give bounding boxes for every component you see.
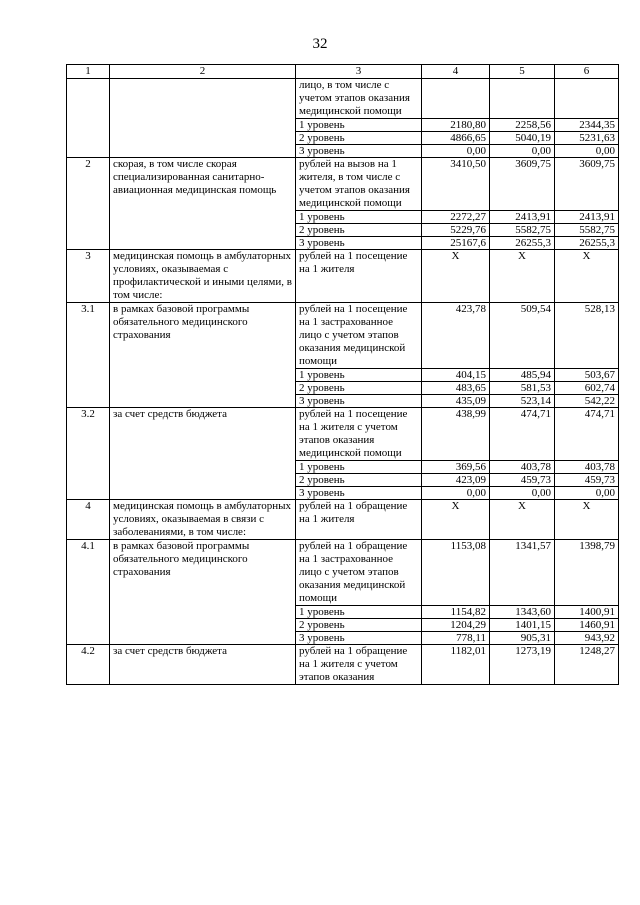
- table-row: [67, 645, 619, 685]
- value-col-4: X: [422, 500, 490, 540]
- value-col-4: 369,56: [422, 461, 490, 474]
- value-col-4: 5229,76: [422, 224, 490, 237]
- value-col-5: 509,54: [490, 303, 555, 369]
- row-number: 3: [67, 250, 110, 303]
- row-number: 4.2: [67, 645, 110, 685]
- row-unit: рублей на 1 посещение на 1 жителя с учетом этапов оказания медицинской помощи: [296, 408, 422, 461]
- row-unit: рублей на 1 посещение на 1 жителя: [296, 250, 422, 303]
- row-name: в рамках базовой программы обязательного медицинского страхования: [110, 540, 296, 645]
- value-col-5: 5582,75: [490, 224, 555, 237]
- row-name: за счет средств бюджета: [110, 408, 296, 500]
- value-col-5: 1343,60: [490, 606, 555, 619]
- value-col-6: 5582,75: [555, 224, 619, 237]
- value-col-4: X: [422, 250, 490, 303]
- value-col-6: 403,78: [555, 461, 619, 474]
- row-name: [110, 79, 296, 158]
- row-unit: 2 уровень: [296, 132, 422, 145]
- value-col-6: X: [555, 500, 619, 540]
- value-col-6: 542,22: [555, 395, 619, 408]
- value-col-5: 459,73: [490, 474, 555, 487]
- value-col-5: 5040,19: [490, 132, 555, 145]
- value-col-6: 602,74: [555, 382, 619, 395]
- value-col-6: 943,92: [555, 632, 619, 645]
- value-col-4: 0,00: [422, 145, 490, 158]
- value-col-6: 474,71: [555, 408, 619, 461]
- row-number: 4: [67, 500, 110, 540]
- table-row: [67, 158, 619, 211]
- table-row: [67, 250, 619, 303]
- value-col-6: 2344,35: [555, 119, 619, 132]
- row-unit: 3 уровень: [296, 145, 422, 158]
- value-col-5: 26255,3: [490, 237, 555, 250]
- row-unit: 2 уровень: [296, 382, 422, 395]
- table-row: [67, 79, 619, 119]
- value-col-5: 1401,15: [490, 619, 555, 632]
- row-unit: 2 уровень: [296, 619, 422, 632]
- value-col-4: 404,15: [422, 369, 490, 382]
- value-col-6: 1460,91: [555, 619, 619, 632]
- row-unit: рублей на вызов на 1 жителя, в том числе с учетом этапов оказания медицинской помощи: [296, 158, 422, 211]
- row-number: 4.1: [67, 540, 110, 645]
- table-row: [67, 408, 619, 461]
- table-row: [67, 540, 619, 606]
- header-cell-1: 1: [67, 65, 110, 79]
- row-unit: 1 уровень: [296, 369, 422, 382]
- row-unit: 3 уровень: [296, 395, 422, 408]
- row-name: в рамках базовой программы обязательного медицинского страхования: [110, 303, 296, 408]
- page-number: 32: [312, 36, 328, 52]
- row-unit: 2 уровень: [296, 224, 422, 237]
- value-col-4: 483,65: [422, 382, 490, 395]
- value-col-4: 1154,82: [422, 606, 490, 619]
- row-name: скорая, в том числе скорая специализированная санитарно-авиационная медицинская помощь: [110, 158, 296, 250]
- header-cell-2: 2: [110, 65, 296, 79]
- value-col-6: [555, 79, 619, 119]
- row-name: медицинская помощь в амбулаторных условиях, оказываемая с профилактической и иными целями, в том числе:: [110, 250, 296, 303]
- row-unit: 3 уровень: [296, 237, 422, 250]
- value-col-5: 0,00: [490, 145, 555, 158]
- header-cell-6: 6: [555, 65, 619, 79]
- value-col-6: 459,73: [555, 474, 619, 487]
- row-unit: 1 уровень: [296, 119, 422, 132]
- header-cell-4: 4: [422, 65, 490, 79]
- row-unit: лицо, в том числе с учетом этапов оказания медицинской помощи: [296, 79, 422, 119]
- value-col-5: 2258,56: [490, 119, 555, 132]
- value-col-4: 2180,80: [422, 119, 490, 132]
- value-col-6: 0,00: [555, 145, 619, 158]
- header-row: [67, 65, 619, 79]
- value-col-4: 438,99: [422, 408, 490, 461]
- value-col-6: 1400,91: [555, 606, 619, 619]
- value-col-5: 0,00: [490, 487, 555, 500]
- value-col-5: 905,31: [490, 632, 555, 645]
- value-col-4: 423,09: [422, 474, 490, 487]
- value-col-5: 474,71: [490, 408, 555, 461]
- value-col-5: 1273,19: [490, 645, 555, 685]
- value-col-4: 25167,6: [422, 237, 490, 250]
- value-col-6: 5231,63: [555, 132, 619, 145]
- row-unit: рублей на 1 обращение на 1 жителя с учетом этапов оказания: [296, 645, 422, 685]
- row-unit: рублей на 1 обращение на 1 жителя: [296, 500, 422, 540]
- value-col-4: 4866,65: [422, 132, 490, 145]
- value-col-4: 435,09: [422, 395, 490, 408]
- row-name: за счет средств бюджета: [110, 645, 296, 685]
- row-unit: рублей на 1 обращение на 1 застрахованное лицо с учетом этапов оказания медицинской помощи: [296, 540, 422, 606]
- value-col-4: 3410,50: [422, 158, 490, 211]
- value-col-6: 1248,27: [555, 645, 619, 685]
- value-col-4: 1182,01: [422, 645, 490, 685]
- row-number: 2: [67, 158, 110, 250]
- value-col-6: 2413,91: [555, 211, 619, 224]
- row-unit: рублей на 1 посещение на 1 застрахованное лицо с учетом этапов оказания медицинской помощи: [296, 303, 422, 369]
- value-col-5: 2413,91: [490, 211, 555, 224]
- value-col-4: 423,78: [422, 303, 490, 369]
- value-col-5: X: [490, 500, 555, 540]
- value-col-5: 523,14: [490, 395, 555, 408]
- tariff-table: [66, 64, 619, 685]
- value-col-4: 778,11: [422, 632, 490, 645]
- row-unit: 1 уровень: [296, 461, 422, 474]
- value-col-6: 1398,79: [555, 540, 619, 606]
- value-col-5: [490, 79, 555, 119]
- value-col-5: 485,94: [490, 369, 555, 382]
- row-number: 3.1: [67, 303, 110, 408]
- value-col-6: X: [555, 250, 619, 303]
- row-unit: 1 уровень: [296, 211, 422, 224]
- table-row: [67, 500, 619, 540]
- value-col-4: 1204,29: [422, 619, 490, 632]
- value-col-5: 3609,75: [490, 158, 555, 211]
- value-col-6: 26255,3: [555, 237, 619, 250]
- value-col-5: 1341,57: [490, 540, 555, 606]
- row-unit: 3 уровень: [296, 632, 422, 645]
- value-col-6: 0,00: [555, 487, 619, 500]
- header-cell-3: 3: [296, 65, 422, 79]
- value-col-4: 2272,27: [422, 211, 490, 224]
- row-unit: 1 уровень: [296, 606, 422, 619]
- value-col-5: X: [490, 250, 555, 303]
- value-col-5: 581,53: [490, 382, 555, 395]
- header-cell-5: 5: [490, 65, 555, 79]
- value-col-4: 1153,08: [422, 540, 490, 606]
- value-col-4: 0,00: [422, 487, 490, 500]
- value-col-6: 528,13: [555, 303, 619, 369]
- row-number: [67, 79, 110, 158]
- value-col-6: 3609,75: [555, 158, 619, 211]
- value-col-5: 403,78: [490, 461, 555, 474]
- row-unit: 2 уровень: [296, 474, 422, 487]
- table-row: [67, 303, 619, 369]
- row-unit: 3 уровень: [296, 487, 422, 500]
- row-number: 3.2: [67, 408, 110, 500]
- value-col-4: [422, 79, 490, 119]
- row-name: медицинская помощь в амбулаторных условиях, оказываемая в связи с заболеваниями, в том числе:: [110, 500, 296, 540]
- value-col-6: 503,67: [555, 369, 619, 382]
